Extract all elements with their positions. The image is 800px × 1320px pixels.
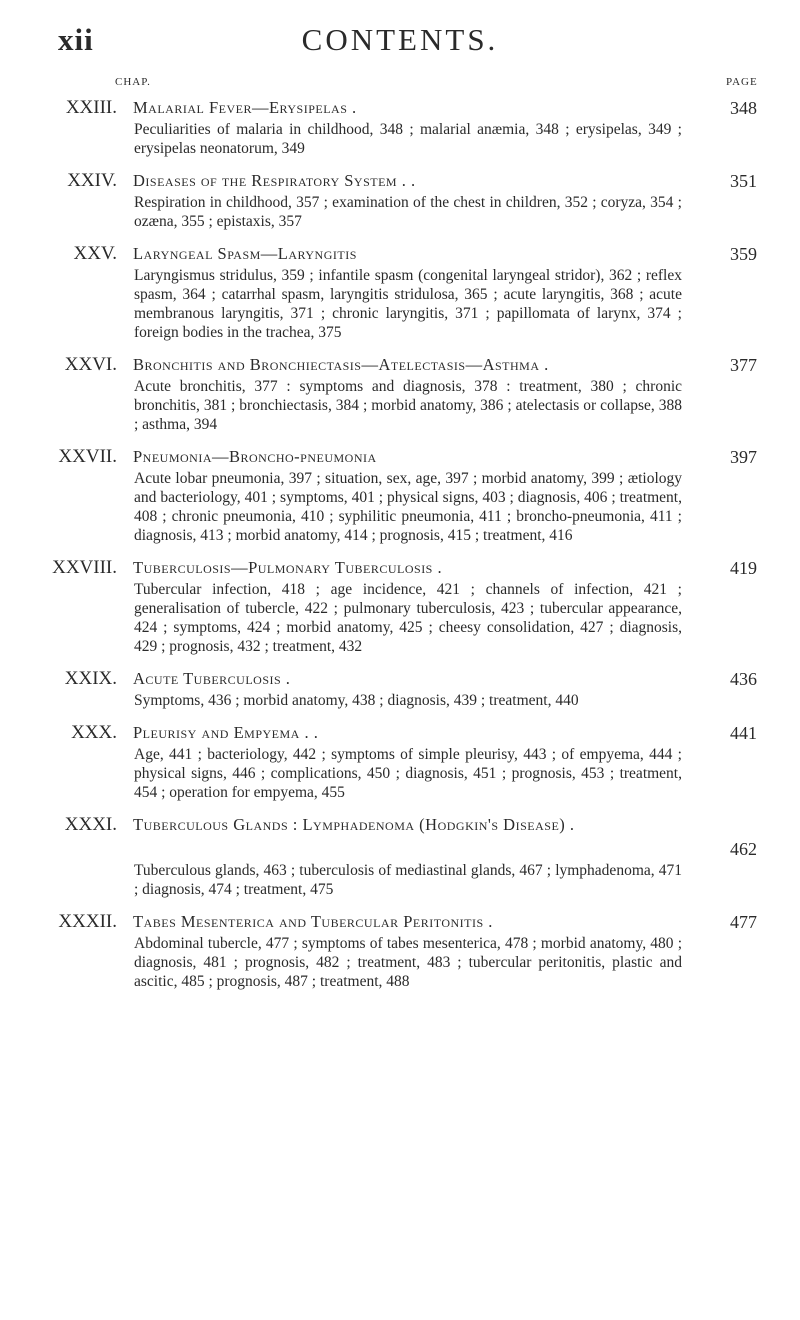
toc-entry (0, 813, 800, 899)
chapter-page: 397 (730, 447, 757, 467)
chapter-number: XXIII. (65, 97, 117, 118)
toc-entry (0, 667, 800, 710)
chapter-page: 348 (730, 98, 757, 118)
page-folio: xii (58, 22, 94, 57)
chapter-number: XXVI. (64, 354, 117, 375)
chapter-page: 377 (730, 355, 757, 375)
chapter-contents: Respiration in childhood, 357 ; examination of the chest in children, 352 ; coryza, 354 ; ozæna, 355 ; epistaxis, 357 (134, 194, 682, 230)
chapter-page: 436 (730, 669, 757, 689)
running-title: CONTENTS. (301, 22, 499, 57)
toc-entry (0, 242, 800, 342)
chapter-number: XXV. (73, 243, 117, 264)
chapter-contents: Acute bronchitis, 377 : symptoms and diagnosis, 378 : treatment, 380 ; chronic bronchitis, 381 ; bronchiectasis, 384 ; morbid anatomy, 386 ; atelectasis or collapse, 388 ; asthma, 394 (134, 378, 682, 433)
chapter-number: XXVIII. (52, 557, 117, 578)
toc-entry (0, 910, 800, 991)
chapter-page: 477 (730, 912, 757, 932)
chapter-contents: Abdominal tubercle, 477 ; symptoms of tabes mesenterica, 478 ; morbid anatomy, 480 ; diagnosis, 481 ; prognosis, 482 ; treatment, 483 ; tubercular peritonitis, plastic and ascitic, 485 ; prognosis, 487 ; treatment, 488 (134, 935, 682, 990)
chapter-page: 419 (730, 558, 757, 578)
chapter-number: XXXII. (58, 911, 117, 932)
toc-entry (0, 445, 800, 545)
chapter-number: XXIX. (64, 668, 117, 689)
chapter-title: Acute Tuberculosis . (133, 669, 291, 688)
chapter-contents: Symptoms, 436 ; morbid anatomy, 438 ; diagnosis, 439 ; treatment, 440 (134, 692, 579, 709)
table-of-contents (0, 96, 800, 1002)
chapter-title: Tuberculous Glands : Lymphadenoma (Hodgkin's Disease) . (133, 815, 575, 834)
toc-entry (0, 556, 800, 656)
page-header (0, 0, 800, 96)
chap-column-label: CHAP. (115, 76, 151, 88)
chapter-title: Malarial Fever—Erysipelas . (133, 98, 357, 117)
chapter-contents: Acute lobar pneumonia, 397 ; situation, sex, age, 397 ; morbid anatomy, 399 ; ætiology and bacteriology, 401 ; symptoms, 401 ; physical signs, 403 ; diagnosis, 406 ; treatment, 408 ; chronic pneumonia, 410 ; syphilitic pneumonia, 411 ; broncho-pneumonia, 411 ; diagnosis, 413 ; morbid anatomy, 414 ; prognosis, 415 ; treatment, 416 (134, 470, 682, 544)
chapter-title: Pleurisy and Empyema . . (133, 723, 319, 742)
chapter-page: 441 (730, 723, 757, 743)
chapter-contents: Tuberculous glands, 463 ; tuberculosis of mediastinal glands, 467 ; lymphadenoma, 471 ; diagnosis, 474 ; treatment, 475 (134, 862, 682, 898)
page-column-label: PAGE (726, 76, 758, 88)
chapter-contents: Peculiarities of malaria in childhood, 348 ; malarial anæmia, 348 ; erysipelas, 349 ; erysipelas neonatorum, 349 (134, 121, 682, 157)
chapter-number: XXX. (71, 722, 117, 743)
toc-entry (0, 96, 800, 158)
chapter-page: 462 (730, 839, 757, 859)
toc-entry (0, 353, 800, 434)
chapter-contents: Age, 441 ; bacteriology, 442 ; symptoms of simple pleurisy, 443 ; of empyema, 444 ; physical signs, 446 ; complications, 450 ; diagnosis, 451 ; prognosis, 453 ; treatment, 454 ; operation for empyema, 455 (134, 746, 682, 801)
chapter-contents: Tubercular infection, 418 ; age incidence, 421 ; channels of infection, 421 ; generalisation of tubercle, 422 ; pulmonary tuberculosis, 423 ; tubercular appearance, 424 ; symptoms, 424 ; morbid anatomy, 425 ; cheesy consolidation, 427 ; diagnosis, 429 ; prognosis, 432 ; treatment, 432 (134, 581, 682, 655)
toc-entry (0, 721, 800, 802)
chapter-page: 351 (730, 171, 757, 191)
chapter-title: Tuberculosis—Pulmonary Tuberculosis . (133, 558, 443, 577)
chapter-contents: Laryngismus stridulus, 359 ; infantile spasm (congenital laryngeal stridor), 362 ; reflex spasm, 364 ; catarrhal spasm, laryngitis stridulosa, 365 ; acute laryngitis, 368 ; acute membranous laryngitis, 371 ; chronic laryngitis, 371 ; papillomata of larynx, 374 ; foreign bodies in the trachea, 375 (134, 267, 682, 341)
chapter-title: Diseases of the Respiratory System . . (133, 171, 416, 190)
chapter-title: Pneumonia—Broncho-pneumonia (133, 447, 377, 466)
chapter-title: Bronchitis and Bronchiectasis—Atelectasis—Asthma . (133, 355, 549, 374)
chapter-title: Tabes Mesenterica and Tubercular Peritonitis . (133, 912, 493, 931)
chapter-number: XXIV. (67, 170, 117, 191)
chapter-page: 359 (730, 244, 757, 264)
toc-entry (0, 169, 800, 231)
chapter-number: XXVII. (58, 446, 117, 467)
chapter-title: Laryngeal Spasm—Laryngitis (133, 244, 357, 263)
chapter-number: XXXI. (64, 814, 117, 835)
